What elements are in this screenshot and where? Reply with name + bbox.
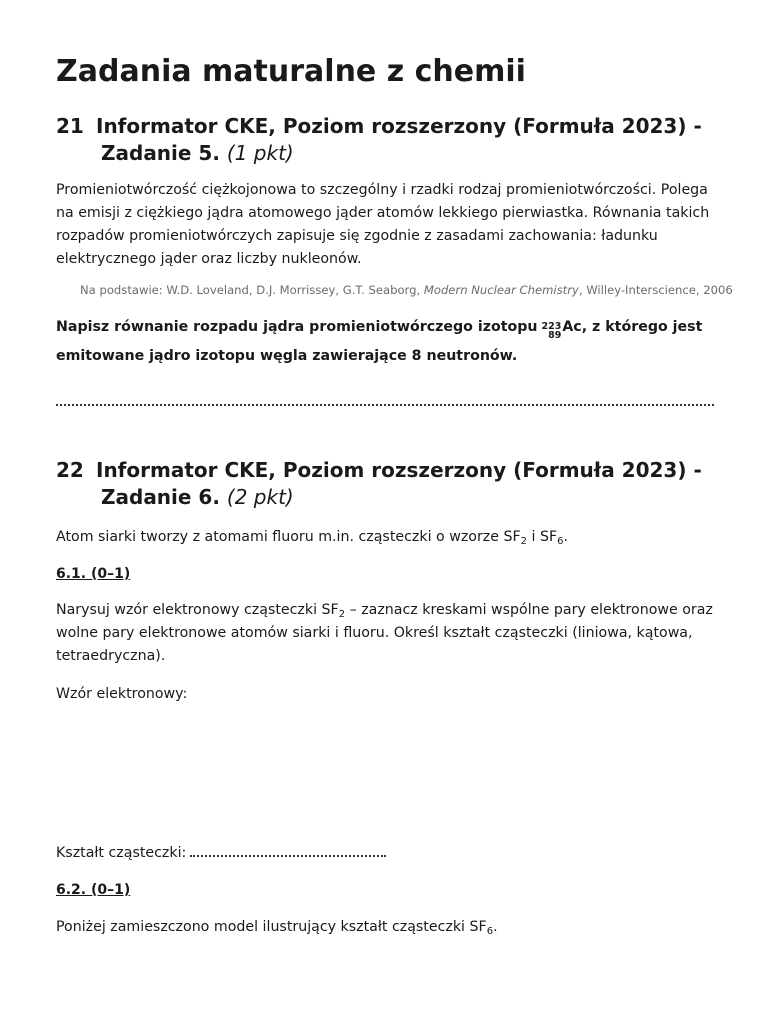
intro-subscript-1: 2 xyxy=(520,536,528,547)
sub2-subscript: 6 xyxy=(486,926,494,937)
intro-subscript-2: 6 xyxy=(557,536,564,547)
task-22-heading xyxy=(56,457,726,511)
subtask-6-1-label: 6.1. (0–1) xyxy=(56,566,131,582)
subtask-6-1-text xyxy=(56,599,716,668)
source-book-title: Modern Nuclear Chemistry xyxy=(423,283,579,297)
sub2-text-1: Poniżej zamieszczono model ilustrujący kształt cząsteczki SF xyxy=(56,919,487,935)
question-part1: Napisz równanie rozpadu jądra promieniotwórczego izotopu xyxy=(56,319,538,335)
task-22-heading-line2: Zadanie 6. xyxy=(101,485,220,509)
molecule-shape-answer-line[interactable] xyxy=(190,843,386,857)
task-22-points: (2 pkt) xyxy=(226,485,294,509)
task-21-heading xyxy=(56,113,726,167)
task-22-number: 22 xyxy=(56,458,84,482)
subtask-6-2-text xyxy=(56,916,716,939)
source-suffix: , Willey-Interscience, 2006 xyxy=(578,283,733,297)
isotope-atomic-number: 89 xyxy=(548,330,562,341)
task-21-heading-line2: Zadanie 5. xyxy=(101,141,220,165)
task-21-number: 21 xyxy=(56,114,84,138)
sub1-text-1: Narysuj wzór elektronowy cząsteczki SF xyxy=(56,602,339,618)
source-prefix: Na podstawie: W.D. Loveland, D.J. Morrissey, G.T. Seaborg, xyxy=(80,283,421,297)
molecule-shape-row xyxy=(56,842,716,865)
task-22-heading-line1: Informator CKE, Poziom rozszerzony (Formuła 2023) - xyxy=(96,458,702,482)
molecule-shape-label: Kształt cząsteczki: xyxy=(56,845,187,861)
page-title: Zadania maturalne z chemii xyxy=(56,54,526,89)
intro-text-1: Atom siarki tworzy z atomami fluoru m.in. cząsteczki o wzorze SF xyxy=(56,529,521,545)
intro-text-3: . xyxy=(563,529,569,545)
task-21-question xyxy=(56,313,716,371)
task-21-points: (1 pkt) xyxy=(226,141,294,165)
isotope-symbol: Ac xyxy=(562,319,582,335)
task-22-intro xyxy=(56,526,716,549)
isotope-notation xyxy=(541,322,561,340)
task-21-intro: Promieniotwórczość ciężkojonowa to szczególny i rzadki rodzaj promieniotwórczości. Polega na emisji z ciężkiego jądra atomowego jąder atomów lekkiego pierwiastka. Równania takich rozpadów promieniotwórczych zapisuje się zgodnie z zasadami zachowania: ładunku elektrycznego jąder oraz liczby nukleonów. xyxy=(56,182,710,267)
task-21-source xyxy=(80,283,733,297)
answer-dotted-line[interactable] xyxy=(56,404,714,406)
sub2-text-2: . xyxy=(493,919,498,935)
task-21-heading-line1: Informator CKE, Poziom rozszerzony (Formuła 2023) - xyxy=(96,114,702,138)
sub1-text-2: – zaznacz kreskami wspólne pary elektronowe oraz wolne pary elektronowe atomów siarki i fluoru. Określ kształt cząsteczki (liniowa, kątowa, tetraedryczna). xyxy=(56,602,713,664)
isotope-mass-number: 223 xyxy=(541,321,562,332)
question-part2: , z którego jest emitowane jądro izotopu węgla zawierające 8 neutronów. xyxy=(56,319,703,364)
sub1-subscript: 2 xyxy=(338,609,346,620)
intro-text-2: i SF xyxy=(527,529,558,545)
electron-formula-label: Wzór elektronowy: xyxy=(56,686,188,702)
subtask-6-2-label: 6.2. (0–1) xyxy=(56,882,131,898)
